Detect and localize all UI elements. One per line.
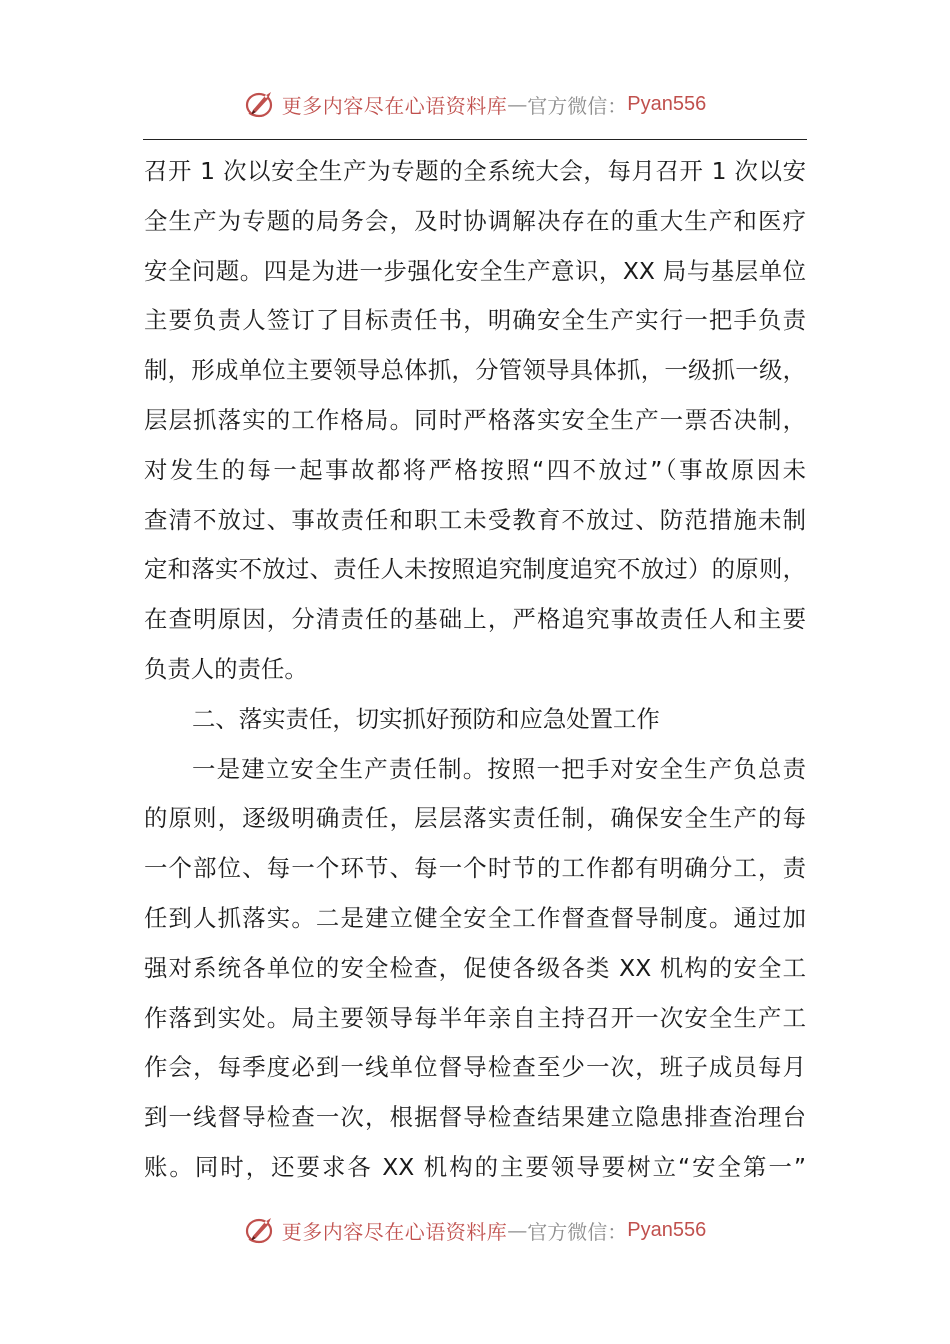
promo-text: 更多内容尽在心语资料库	[281, 93, 508, 118]
text-line: 全生产为专题的局务会，及时协调解决存在的重大生产和医疗	[144, 206, 806, 235]
footer-banner	[0, 1210, 950, 1250]
promo-text: 更多内容尽在心语资料库	[281, 1219, 508, 1244]
text-line: 强对系统各单位的安全检查，促使各级各类 XX 机构的安全工	[144, 953, 806, 982]
text-line: 一个部位、每一个环节、每一个时节的工作都有明确分工，责	[144, 854, 806, 883]
banner-separator: —	[507, 1218, 528, 1242]
text-line: 安全问题。四是为进一步强化安全生产意识，XX 局与基层单位	[144, 256, 806, 285]
text-line: 任到人抓落实。二是建立健全安全工作督查督导制度。通过加	[144, 903, 806, 932]
wechat-label: 官方微信：	[527, 1219, 628, 1244]
text-line: 主要负责人签订了目标责任书，明确安全生产实行一把手负责	[144, 306, 806, 335]
header-divider	[143, 139, 807, 140]
text-line: 到一线督导检查一次，根据督导检查结果建立隐患排查治理台	[144, 1103, 806, 1132]
text-line: 作会，每季度必到一线单位督导检查至少一次，班子成员每月	[144, 1053, 806, 1082]
text-line: 的原则，逐级明确责任，层层落实责任制，确保安全生产的每	[144, 804, 806, 833]
wechat-id: Pyan556	[627, 92, 707, 115]
header-banner	[0, 84, 950, 124]
text-line: 在查明原因，分清责任的基础上，严格追究事故责任人和主要	[144, 605, 806, 634]
text-line: 制，形成单位主要领导总体抓，分管领导具体抓，一级抓一级，	[144, 356, 806, 385]
text-line: 对发生的每一起事故都将严格按照“四不放过”（事故原因未	[144, 455, 806, 484]
text-line: 一是建立安全生产责任制。按照一把手对安全生产负总责	[192, 754, 806, 783]
text-line: 作落到实处。局主要领导每半年亲自主持召开一次安全生产工	[144, 1003, 806, 1032]
document-body	[144, 147, 806, 1193]
wechat-label: 官方微信：	[527, 93, 628, 118]
text-line: 账。同时，还要求各 XX 机构的主要领导要树立“安全第一”	[144, 1152, 806, 1181]
text-line: 召开 1 次以安全生产为专题的全系统大会，每月召开 1 次以安	[144, 157, 806, 185]
text-line: 定和落实不放过、责任人未按照追究制度追究不放过）的原则，	[144, 555, 806, 584]
wechat-id: Pyan556	[627, 1218, 707, 1241]
text-line: 层层抓落实的工作格局。同时严格落实安全生产一票否决制，	[144, 405, 806, 434]
text-line: 负责人的责任。	[144, 654, 308, 683]
section-heading: 二、落实责任，切实抓好预防和应急处置工作	[192, 704, 660, 733]
pen-nib-logo-icon	[244, 87, 278, 121]
banner-separator: —	[507, 92, 528, 116]
pen-nib-logo-icon	[244, 1213, 278, 1247]
text-line: 查清不放过、事故责任和职工未受教育不放过、防范措施未制	[144, 505, 806, 534]
